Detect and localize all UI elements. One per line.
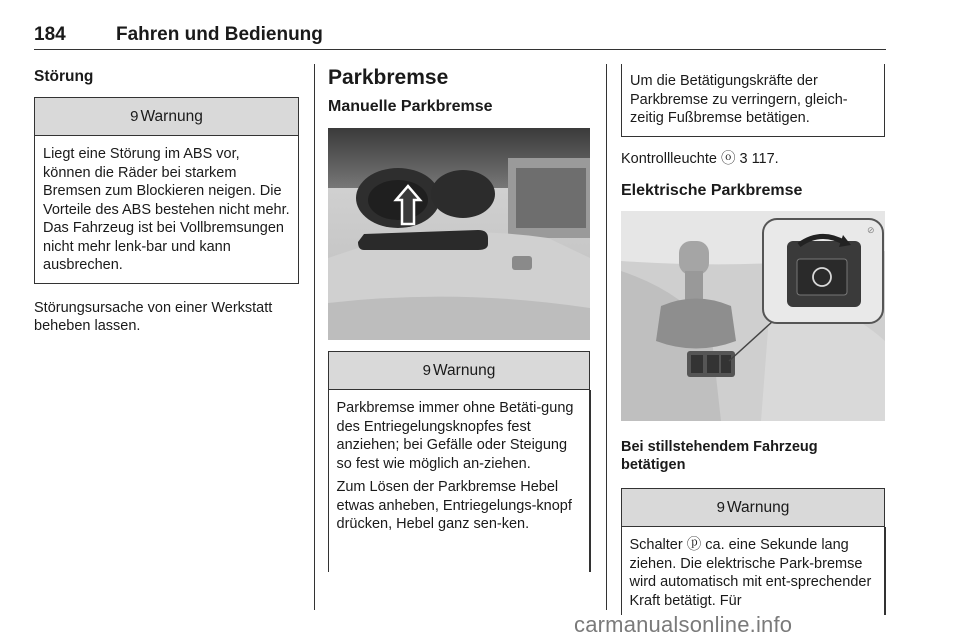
page-header — [34, 20, 886, 50]
section-heading-parkbremse: Parkbremse — [328, 66, 449, 89]
warning-body — [621, 527, 886, 615]
warning-triangle-icon: 9 — [422, 362, 431, 379]
column-middle — [328, 64, 590, 572]
warning-body — [328, 390, 591, 572]
warning-label: Warnung — [433, 361, 496, 379]
column-divider-right — [606, 64, 607, 610]
warning-body — [35, 136, 298, 283]
column-left — [34, 64, 299, 336]
warning-header — [329, 352, 589, 390]
section-heading-stoerung: Störung — [34, 68, 94, 85]
paragraph-kontrollleuchte: Kontrollleuchte ⓞ 3 117. — [621, 150, 779, 167]
page-title: Fahren und Bedienung — [116, 24, 323, 45]
warning-triangle-icon: 9 — [716, 499, 725, 516]
warning-header — [622, 489, 884, 527]
warning-box-electric-brake — [621, 488, 885, 615]
paragraph-stoerungsursache: Störungsursache von einer Werkstatt beheben lassen. — [34, 299, 273, 334]
warning-triangle-icon: 9 — [130, 108, 139, 125]
warning-header — [35, 98, 298, 136]
manual-parking-brake-illustration — [328, 128, 590, 340]
warning-box-manual-brake — [328, 351, 590, 572]
warning-label: Warnung — [727, 498, 790, 516]
subheading-elektrische-parkbremse: Elektrische Parkbremse — [621, 182, 803, 199]
continued-warning-box: Um die Betätigungskräfte der Parkbremse zu verringern, gleich-zeitig Fußbremse betätigen. — [621, 64, 885, 137]
column-right — [621, 64, 885, 615]
subheading-stillstehend: Bei stillstehendem Fahrzeug betätigen — [621, 439, 818, 473]
electric-parking-brake-illustration — [621, 211, 885, 421]
warning-label: Warnung — [140, 107, 203, 125]
warning-text-release: Zum Lösen der Parkbremse Hebel etwas anheben, Entriegelungs-knopf drücken, Hebel ganz sen-ken. — [336, 479, 572, 532]
photo-manual-parking-brake — [328, 128, 590, 340]
column-divider-left — [314, 64, 315, 610]
page-number: 184 — [34, 24, 66, 45]
warning-text-apply: Parkbremse immer ohne Betäti-gung des Entriegelungsknopfes fest anziehen; bei Gefälle oder Steigung so fest wie möglich an-ziehen. — [336, 400, 574, 472]
photo-electric-parking-brake — [621, 211, 885, 421]
subheading-manuelle-parkbremse: Manuelle Parkbremse — [328, 98, 493, 115]
warning-box-abs — [34, 97, 299, 284]
watermark: carmanualsonline.info — [574, 612, 793, 637]
warning-text: Liegt eine Störung im ABS vor, können die Räder bei starkem Bremsen zum Blockieren neigen. Die Vorteile des ABS bestehen nicht mehr. Das Fahrzeug ist bei Vollbremsungen nicht mehr lenk-bar und kann ausbrechen. — [43, 146, 290, 273]
svg-text:⊘: ⊘ — [867, 226, 875, 236]
warning-text: Schalter ⓟ ca. eine Sekunde lang ziehen. Die elektrische Park-bremse wird automatisch mit ent-sprechender Kraft betätigt. Für — [629, 537, 872, 609]
